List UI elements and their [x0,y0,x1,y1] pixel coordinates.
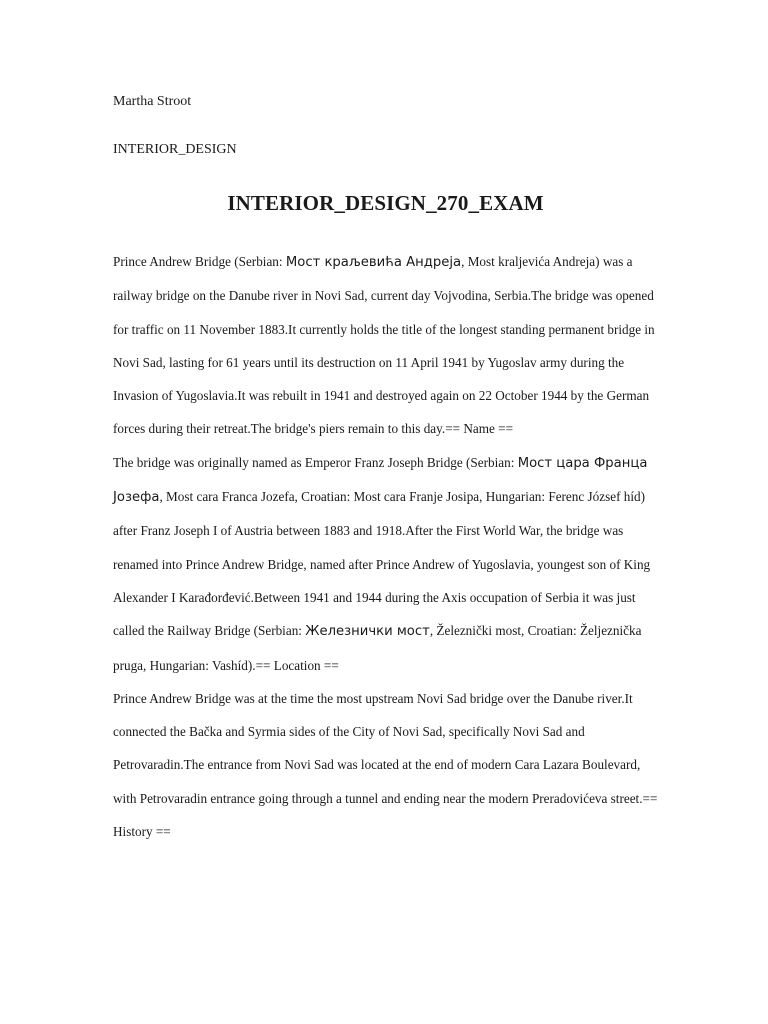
paragraph-location [113,682,658,848]
text-segment: , Železnički most, Croatian: Željeznička pruga, Hungarian: Vashíd).== Location == [113,623,642,673]
text-segment: , Most cara Franca Jozefa, Croatian: Most cara Franje Josipa, Hungarian: Ferenc József híd) after Franz Joseph I of Austria between 1883 and 1918.After the First World War, the bridge was renamed into Prince Andrew Bridge, named after Prince Andrew of Yugoslavia, youngest son of King Alexander I Karađorđević.Between 1941 and 1944 during the Axis occupation of Serbia it was just called the Railway Bridge (Serbian: [113,489,651,639]
author-name: Martha Stroot [113,94,192,109]
text-segment-cyrillic: Мост краљевића Андреја [285,255,462,270]
paragraph-name [113,446,658,682]
text-segment-cyrillic: Железнички мост [305,624,430,640]
text-segment: Prince Andrew Bridge was at the time the most upstream Novi Sad bridge over the Danube river.It connected the Bačka and Syrmia sides of the City of Novi Sad, specifically Novi Sad and Petrovaradin.The entrance from Novi Sad was located at the end of modern Cara Lazara Boulevard, with Petrovaradin entrance going through a tunnel and ending near the modern Preradovićeva street.== History == [113,690,658,840]
text-segment: Prince Andrew Bridge (Serbian: [113,254,286,269]
text-segment-cyrillic: Мост цара Франца Јозефа [113,455,648,506]
text-segment: The bridge was originally named as Emperor Franz Joseph Bridge (Serbian: [113,454,518,470]
document-page [113,92,658,848]
document-title: INTERIOR_DESIGN_270_EXAM [227,191,544,215]
paragraph-intro [113,245,658,446]
course-name: INTERIOR_DESIGN [113,142,237,157]
document-body [113,245,658,848]
text-segment: , Most kraljevića Andreja) was a railway bridge on the Danube river in Novi Sad, current day Vojvodina, Serbia.The bridge was opened for traffic on 11 November 1883.It currently holds the title of the longest standing permanent bridge in Novi Sad, lasting for 61 years until its destruction on 11 April 1941 by Yugoslav army during the Invasion of Yugoslavia.It was rebuilt in 1941 and destroyed again on 22 October 1944 by the German forces during their retreat.The bridge's piers remain to this day.== Name == [113,254,655,437]
